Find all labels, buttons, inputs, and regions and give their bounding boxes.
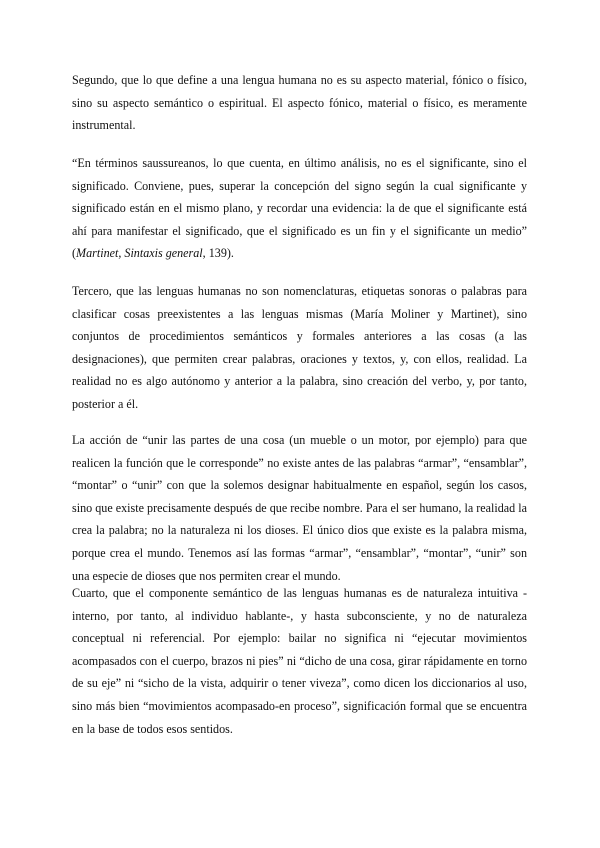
paragraph-accion: La acción de “unir las partes de una cosa (un mueble o un motor, por ejemplo) para que realicen la función que le corresponde” no existe antes de las palabras “armar”, “ensamblar”, “montar” o “unir” con que la solemos designar habitualmente en español, según los casos, sino que existe precisamente después de que recibe nombre. Para el ser humano, la realidad la crea la palabra; no la naturaleza ni los dioses. El único dios que existe es la palabra misma, porque crea el mundo. Tenemos así las formas “armar”, “ensamblar”, “montar”, “unir” son una especie de dioses que nos permiten crear el mundo. xyxy=(72,433,527,583)
citation-title: Martinet, Sintaxis general xyxy=(76,246,203,261)
paragraph-segundo: Segundo, que lo que define a una lengua humana no es su aspecto material, fónico o físico, sino su aspecto semántico o espiritual. El aspecto fónico, material o físico, es meramente instrumental. xyxy=(72,73,527,133)
citation-close: , 139). xyxy=(202,246,234,261)
quote-text: “En términos saussureanos, lo que cuenta, en último análisis, no es el significante, sino el significado. Conviene, pues, superar la concepción del signo según la cual significante y significado están en el mismo plano, y recordar una evidencia: la de que el significante está ahí para manifestar el significado, que el significado es un fin y el significante un medio” xyxy=(72,156,527,238)
paragraph-cuarto: Cuarto, que el componente semántico de las lenguas humanas es de naturaleza intuitiva -interno, por tanto, al individuo hablante-, y hasta subconsciente, y no de naturaleza conceptual ni referencial. Por ejemplo: bailar no significa ni “ejecutar movimientos acompasados con el cuerpo, brazos ni pies” ni “dicho de una cosa, girar rápidamente en torno de su eje” ni “sicho de la vista, adquirir o tener viveza”, como dicen los diccionarios al uso, sino más bien “movimientos acompasado-en proceso”, significación formal que se encuentra en la base de todos esos sentidos. xyxy=(72,586,527,736)
paragraph-tercero: Tercero, que las lenguas humanas no son nomenclaturas, etiquetas sonoras o palabras para clasificar cosas preexistentes a las lenguas mismas (María Moliner y Martinet), sino conjuntos de procedimientos semánticos y formales anteriores a las cosas (a las designaciones), que permiten crear palabras, oraciones y textos, y, con ellos, realidad. La realidad no es algo autónomo y anterior a la palabra, sino creación del verbo, y, por tanto, posterior a él. xyxy=(72,284,527,411)
citation-open: ( xyxy=(72,246,77,261)
paragraph-saussure-quote xyxy=(72,152,527,265)
